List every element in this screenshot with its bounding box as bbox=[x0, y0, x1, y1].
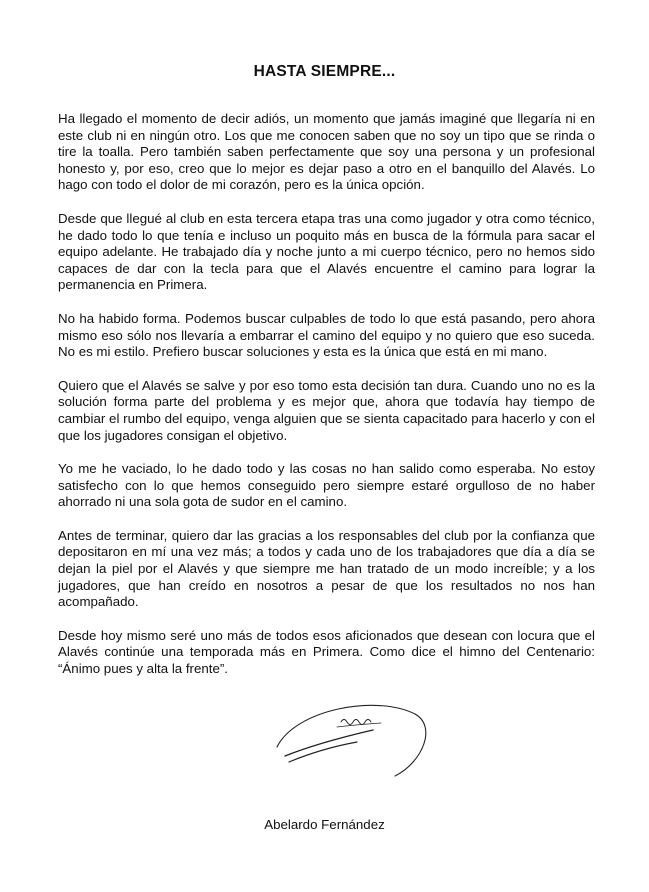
paragraph-4: Quiero que el Alavés se salve y por eso tomo esta decisión tan dura. Cuando uno no es la solución forma parte del problema y es mejor que, ahora que todavía hay tiempo de cambiar el rumbo del equipo, venga alguien que se sienta capacitado para hacerlo y con el que los jugadores consigan el objetivo. bbox=[58, 377, 595, 443]
paragraph-3: No ha habido forma. Podemos buscar culpables de todo lo que está pasando, pero ahora mismo eso sólo nos llevaría a embarrar el camino del equipo y no quiero que eso suceda. No es mi estilo. Prefiero buscar soluciones y esta es la única que está en mi mano. bbox=[58, 310, 595, 360]
letter-body bbox=[58, 111, 595, 695]
paragraph-1: Ha llegado el momento de decir adiós, un momento que jamás imaginé que llegaría ni en este club ni en ningún otro. Los que me conocen saben que no soy un tipo que se rinda o tire la toalla. Pero también saben perfectamente que soy una persona y un profesional honesto y, por eso, creo que lo mejor es dejar paso a otro en el banquillo del Alavés. Lo hago con todo el dolor de mi corazón, pero es la única opción. bbox=[58, 111, 595, 193]
paragraph-5: Yo me he vaciado, lo he dado todo y las cosas no han salido como esperaba. No estoy satisfecho con lo que hemos conseguido pero siempre estaré orgulloso de no haber ahorrado ni una sola gota de sudor en el camino. bbox=[58, 461, 595, 510]
signer-name: Abelardo Fernández bbox=[264, 817, 385, 832]
handwritten-signature-icon bbox=[255, 692, 435, 802]
paragraph-6: Antes de terminar, quiero dar las gracias a los responsables del club por la confianza que depositaron en mí una vez más; a todos y cada uno de los trabajadores que día a día se dejan la piel por el Alavés y que siempre me han tratado de un modo increíble; y a los jugadores, que han creído en nosotros a pesar de que los resultados no nos han acompañado. bbox=[58, 527, 595, 610]
letter-title: HASTA SIEMPRE... bbox=[253, 63, 396, 80]
paragraph-7: Desde hoy mismo seré uno más de todos esos aficionados que desean con locura que el Alavés continúe una temporada más en Primera. Como dice el himno del Centenario: “Ánimo pues y alta la frente”. bbox=[58, 627, 595, 677]
paragraph-2: Desde que llegué al club en esta tercera etapa tras una como jugador y otra como técnico, he dado todo lo que tenía e incluso un poquito más en busca de la fórmula para sacar el equipo adelante. He trabajado día y noche junto a mi cuerpo técnico, pero no hemos sido capaces de dar con la tecla para que el Alavés encuentre el camino para lograr la permanencia en Primera. bbox=[58, 210, 595, 293]
